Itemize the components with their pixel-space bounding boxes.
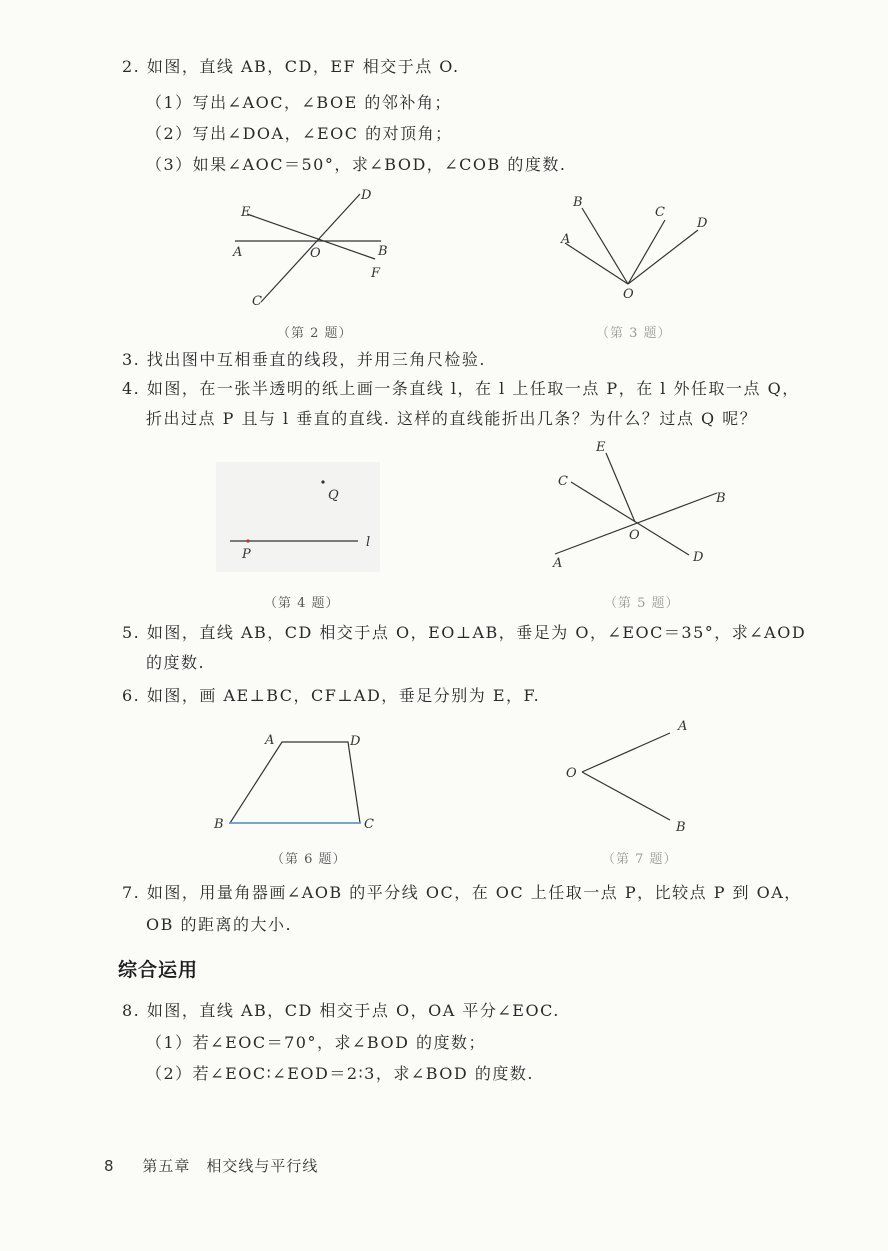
label-O: O — [629, 528, 640, 543]
section-title: 综合运用 — [118, 959, 199, 981]
figure-2-caption: （第 2 题） — [277, 326, 353, 341]
q3-stem: 3. 找出图中互相垂直的线段，并用三角尺检验. — [122, 350, 486, 369]
ray-oa — [582, 733, 670, 772]
q6-stem: 6. 如图，画 AE⊥BC，CF⊥AD，垂足分别为 E，F. — [122, 686, 541, 705]
label-B: B — [716, 491, 726, 506]
label-B: B — [378, 244, 388, 259]
q4-stem-line2: 折出过点 P 且与 l 垂直的直线. 这样的直线能折出几条？为什么？过点 Q 呢？ — [146, 409, 758, 428]
q7-stem-line1: 7. 如图，用量角器画∠AOB 的平分线 OC，在 OC 上任取一点 P，比较点 P 到 OA， — [122, 883, 802, 902]
figure-4 — [216, 462, 386, 572]
label-O: O — [566, 766, 577, 781]
point-Q — [321, 480, 324, 483]
q2-part3: （3）如果∠AOC＝50°，求∠BOD，∠COB 的度数. — [146, 155, 567, 174]
page-footer — [104, 1155, 318, 1176]
label-P: P — [242, 547, 251, 562]
ray-oe — [606, 453, 635, 522]
label-B: B — [676, 820, 686, 835]
label-A: A — [233, 245, 243, 260]
label-A: A — [265, 733, 275, 748]
q5-stem-line2: 的度数. — [146, 653, 206, 672]
label-C: C — [252, 294, 262, 309]
figure-7-caption: （第 7 题） — [602, 852, 678, 867]
label-C: C — [364, 817, 374, 832]
trapezoid-abcd — [230, 742, 360, 823]
q2-stem: 2. 如图，直线 AB，CD，EF 相交于点 O. — [122, 57, 460, 76]
label-C: C — [655, 205, 665, 220]
line-cd — [571, 482, 689, 555]
label-l: l — [366, 535, 371, 550]
figure-5-caption: （第 5 题） — [604, 596, 680, 611]
q8-part1: （1）若∠EOC＝70°，求∠BOD 的度数； — [146, 1033, 486, 1052]
q5-stem-line1: 5. 如图，直线 AB，CD 相交于点 O，EO⊥AB，垂足为 O，∠EOC＝35°，求∠AOD — [122, 623, 807, 642]
q2-part1: （1）写出∠AOC，∠BOE 的邻补角； — [146, 93, 452, 112]
figure-5 — [545, 435, 735, 575]
page-number: 8 — [104, 1157, 115, 1175]
label-D: D — [693, 550, 704, 565]
label-O: O — [623, 287, 634, 302]
label-D: D — [697, 216, 708, 231]
label-D: D — [361, 188, 372, 203]
figure-6-caption: （第 6 题） — [271, 852, 347, 867]
q2-part2: （2）写出∠DOA，∠EOC 的对顶角； — [146, 124, 453, 143]
label-B: B — [214, 817, 224, 832]
label-E: E — [596, 440, 606, 455]
figure-3 — [555, 190, 715, 305]
label-Q: Q — [328, 488, 339, 503]
chapter-title: 第五章 相交线与平行线 — [142, 1157, 319, 1175]
label-A: A — [561, 232, 571, 247]
q7-stem-line2: OB 的距离的大小. — [146, 915, 293, 934]
figure-2 — [225, 182, 400, 312]
label-A: A — [678, 719, 688, 734]
ray-ob — [582, 772, 670, 820]
figure-6 — [210, 725, 385, 835]
figure-4-caption: （第 4 题） — [264, 596, 340, 611]
line-ab — [555, 493, 717, 554]
figure-3-caption: （第 3 题） — [596, 326, 672, 341]
label-A: A — [553, 556, 563, 571]
label-O: O — [310, 246, 321, 261]
q8-part2: （2）若∠EOC∶∠EOD＝2∶3，求∠BOD 的度数. — [146, 1064, 534, 1083]
q8-stem: 8. 如图，直线 AB，CD 相交于点 O，OA 平分∠EOC. — [122, 1001, 560, 1020]
label-C: C — [558, 474, 568, 489]
figure-7 — [560, 710, 700, 838]
label-D: D — [350, 734, 361, 749]
label-F: F — [371, 266, 381, 281]
label-E: E — [241, 205, 251, 220]
label-B: B — [573, 195, 583, 210]
q4-stem-line1: 4. 如图，在一张半透明的纸上画一条直线 l，在 l 上任取一点 P，在 l 外任取一点 Q， — [122, 379, 800, 398]
point-P — [246, 539, 249, 542]
